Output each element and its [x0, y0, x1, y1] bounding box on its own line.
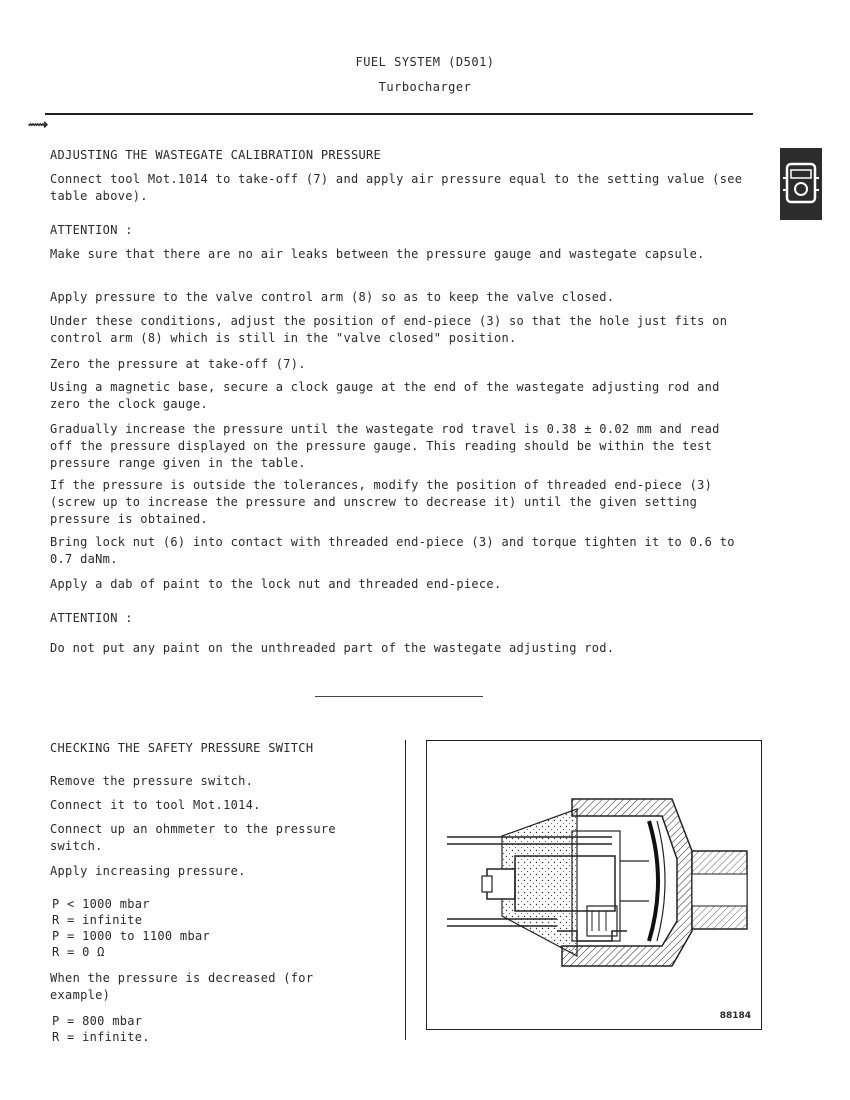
- pressure-switch-diagram: [427, 741, 761, 1029]
- section1-paragraph: Connect tool Mot.1014 to take-off (7) and apply air pressure equal to the setting value (see table above).: [50, 172, 743, 203]
- spec-line: R = infinite.: [52, 1030, 150, 1044]
- attention-label: ATTENTION :: [50, 611, 133, 625]
- spec-line: R = 0 Ω: [52, 945, 105, 959]
- section1-paragraph: If the pressure is outside the tolerances, modify the position of threaded end-piece (3) (screw up to increase the pressure and unscrew to decrease it) until the given setting pressure is obtained.: [50, 478, 713, 526]
- section1-paragraph: Make sure that there are no air leaks between the pressure gauge and wastegate capsule.: [50, 247, 705, 261]
- section1-paragraph: Apply a dab of paint to the lock nut and threaded end-piece.: [50, 577, 502, 591]
- spec-line: R = infinite: [52, 913, 143, 927]
- section1-paragraph: Zero the pressure at take-off (7).: [50, 357, 306, 371]
- section2-paragraph: When the pressure is decreased (for example): [50, 971, 314, 1002]
- section1-paragraph: Under these conditions, adjust the position of end-piece (3) so that the hole just fits on control arm (8) which is still in the "valve closed" position.: [50, 314, 728, 345]
- section1-paragraph: Gradually increase the pressure until the wastegate rod travel is 0.38 ± 0.02 mm and read off the pressure displayed on the pressure gauge. This reading should be within the test pressure range given in the table.: [50, 422, 720, 470]
- section1-paragraph: Apply pressure to the valve control arm (8) so as to keep the valve closed.: [50, 290, 615, 304]
- figure-reference-number: 88184: [719, 1011, 751, 1021]
- section1-paragraph: Using a magnetic base, secure a clock gauge at the end of the wastegate adjusting rod and zero the clock gauge.: [50, 380, 720, 411]
- spec-line: P = 1000 to 1100 mbar: [52, 929, 211, 943]
- section2-paragraph: Connect up an ohmmeter to the pressure switch.: [50, 822, 336, 853]
- pressure-switch-figure: [426, 740, 762, 1030]
- page-header-subtitle: Turbocharger: [378, 80, 472, 94]
- page-header-title: FUEL SYSTEM (D501): [355, 55, 495, 69]
- figure-side-rule: [405, 740, 406, 1040]
- spec-line: P = 800 mbar: [52, 1014, 143, 1028]
- section1-paragraph: Bring lock nut (6) into contact with threaded end-piece (3) and torque tighten it to 0.6 to 0.7 daNm.: [50, 535, 735, 566]
- attention-label: ATTENTION :: [50, 223, 133, 237]
- corner-mark: ⟿: [28, 117, 49, 133]
- section2-paragraph: Apply increasing pressure.: [50, 864, 246, 878]
- section2-heading: CHECKING THE SAFETY PRESSURE SWITCH: [50, 741, 314, 755]
- header-rule: [45, 113, 753, 115]
- section-divider: [315, 696, 483, 697]
- section2-paragraph: Connect it to tool Mot.1014.: [50, 798, 261, 812]
- section1-heading: ADJUSTING THE WASTEGATE CALIBRATION PRESSURE: [50, 148, 382, 162]
- spec-line: P < 1000 mbar: [52, 897, 150, 911]
- section-tab-engine-icon: [780, 148, 822, 220]
- section1-paragraph: Do not put any paint on the unthreaded part of the wastegate adjusting rod.: [50, 641, 615, 655]
- section2-paragraph: Remove the pressure switch.: [50, 774, 254, 788]
